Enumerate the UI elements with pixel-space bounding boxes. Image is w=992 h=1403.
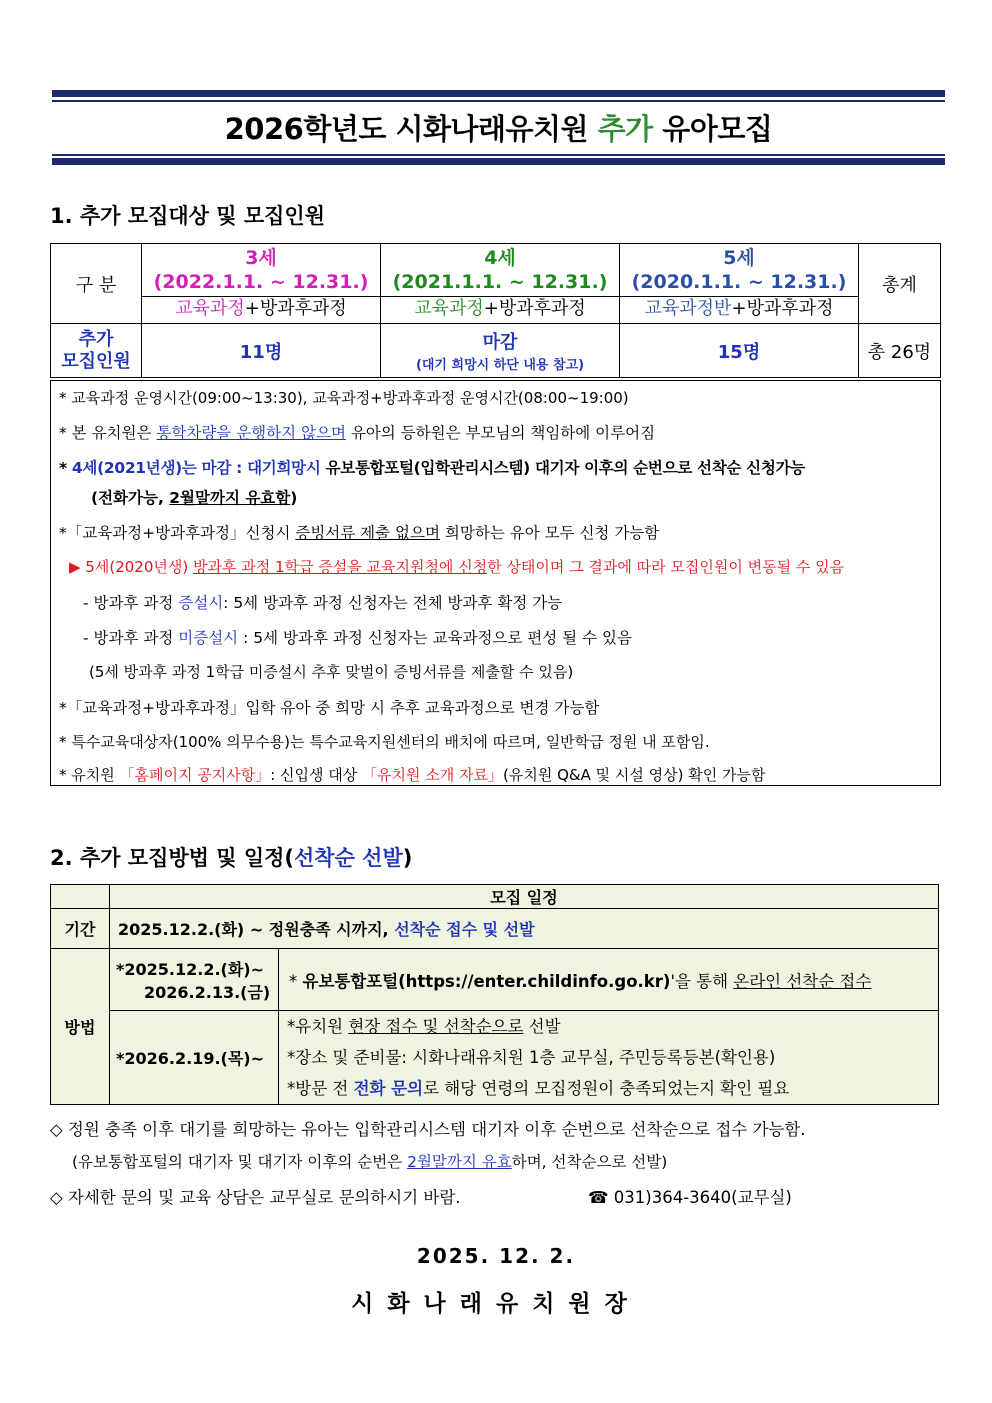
bottom-rule-thick [52,158,945,165]
col-age4: 4세 (2021.1.1. ~ 12.31.) 교육과정+방과후과정 [381,244,620,324]
note-5: ▶ 5세(2020년생) 방과후 과정 1학급 증설을 교육지원청에 신청한 상태이며 그 결과에 따라 모집인원이 변동될 수 있음 [69,558,845,576]
col-header: 구 분 [51,244,142,324]
phone-number: ☎ 031)364-3640(교무실) [588,1188,792,1207]
col-age5: 5세 (2020.1.1. ~ 12.31.) 교육과정반+방과후과정 [620,244,859,324]
note-1: * 교육과정 운영시간(09:00~13:30), 교육과정+방과후과정 운영시간(08:00~19:00) [59,389,629,407]
value-age5: 15명 [620,324,859,378]
footer-line-3: ◇ 자세한 문의 및 교육 상담은 교무실로 문의하시기 바람. [50,1188,461,1207]
note-7: - 방과후 과정 미증설시 : 5세 방과후 과정 신청자는 교육과정으로 편성 될 수 있음 [83,629,632,647]
page-title: 2026학년도 시화나래유치원 추가 유아모집 [224,112,773,146]
signature-name: 시화나래유치원장 [351,1291,641,1317]
note-9: *「교육과정+방과후과정」입학 유아 중 희망 시 추후 교육과정으로 변경 가능함 [59,699,600,717]
bottom-rule-thin [52,154,945,156]
top-rule-thick [52,90,945,97]
method2-desc: *유치원 현장 접수 및 선착순으로 선발 *장소 및 준비물: 시화나래유치원 1층 교무실, 주민등록등본(확인용) *방문 전 전화 문의로 해당 연령의 모집정원이 충족되었는지 확인 필요 [279,1011,939,1105]
note-3-sub: (전화가능, 2월말까지 유효함) [91,489,298,507]
note-3: * 4세(2021년생)는 마감 : 대기희망시 유보통합포털(입학관리시스템) 대기자 이후의 순번으로 선착순 신청가능 [59,459,805,477]
row-label: 추가 모집인원 [51,324,142,378]
note-11: * 유치원 「홈페이지 공지사항」: 신입생 대상 「유치원 소개 자료」(유치원 Q&A 및 시설 영상) 확인 가능함 [59,766,766,784]
issue-date: 2025. 12. 2. [416,1244,576,1268]
top-rule-thin [52,100,945,102]
schedule-table [50,884,939,1105]
method1-date: *2025.12.2.(화)~ 2026.2.13.(금) [110,949,279,1011]
schedule-header: 모집 일정 [110,885,939,909]
section1-heading: 1. 추가 모집대상 및 모집인원 [50,204,325,228]
method-label: 방법 [51,949,110,1105]
value-total: 총 26명 [859,324,941,378]
total-header: 총계 [859,244,941,324]
corner-cell [51,885,110,909]
period-value: 2025.12.2.(화) ~ 정원충족 시까지, 선착순 접수 및 선발 [110,909,939,949]
method2-date: *2026.2.19.(목)~ [110,1011,279,1105]
note-6: - 방과후 과정 증설시: 5세 방과후 과정 신청자는 전체 방과후 확정 가능 [83,594,563,612]
note-2: * 본 유치원은 통학차량을 운행하지 않으며 유아의 등하원은 부모님의 책임하에 이루어짐 [59,424,656,442]
col-age3: 3세 (2022.1.1. ~ 12.31.) 교육과정+방과후과정 [142,244,381,324]
notes-box [50,380,941,786]
note-8: (5세 방과후 과정 1학급 미증설시 추후 맞벌이 증빙서류를 제출할 수 있음) [89,663,574,681]
value-age4: 마감 (대기 희망시 하단 내용 참고) [381,324,620,378]
footer-line-2: (유보통합포털의 대기자 및 대기자 이후의 순번은 2월말까지 유효하며, 선착순으로 선발) [72,1153,668,1171]
footer-line-1: ◇ 정원 충족 이후 대기를 희망하는 유아는 입학관리시스템 대기자 이후 순번으로 선착순으로 접수 가능함. [50,1120,806,1139]
period-label: 기간 [51,909,110,949]
section2-heading: 2. 추가 모집방법 및 일정(선착순 선발) [50,846,413,870]
note-10: * 특수교육대상자(100% 의무수용)는 특수교육지원센터의 배치에 따르며, 일반학급 정원 내 포함임. [59,733,710,751]
recruit-count-table [50,243,941,378]
method1-desc: * 유보통합포털(https://enter.childinfo.go.kr)'을 통해 온라인 선착순 접수 [279,949,939,1011]
value-age3: 11명 [142,324,381,378]
note-4: *「교육과정+방과후과정」신청시 증빙서류 제출 없으며 희망하는 유아 모두 신청 가능함 [59,524,660,542]
